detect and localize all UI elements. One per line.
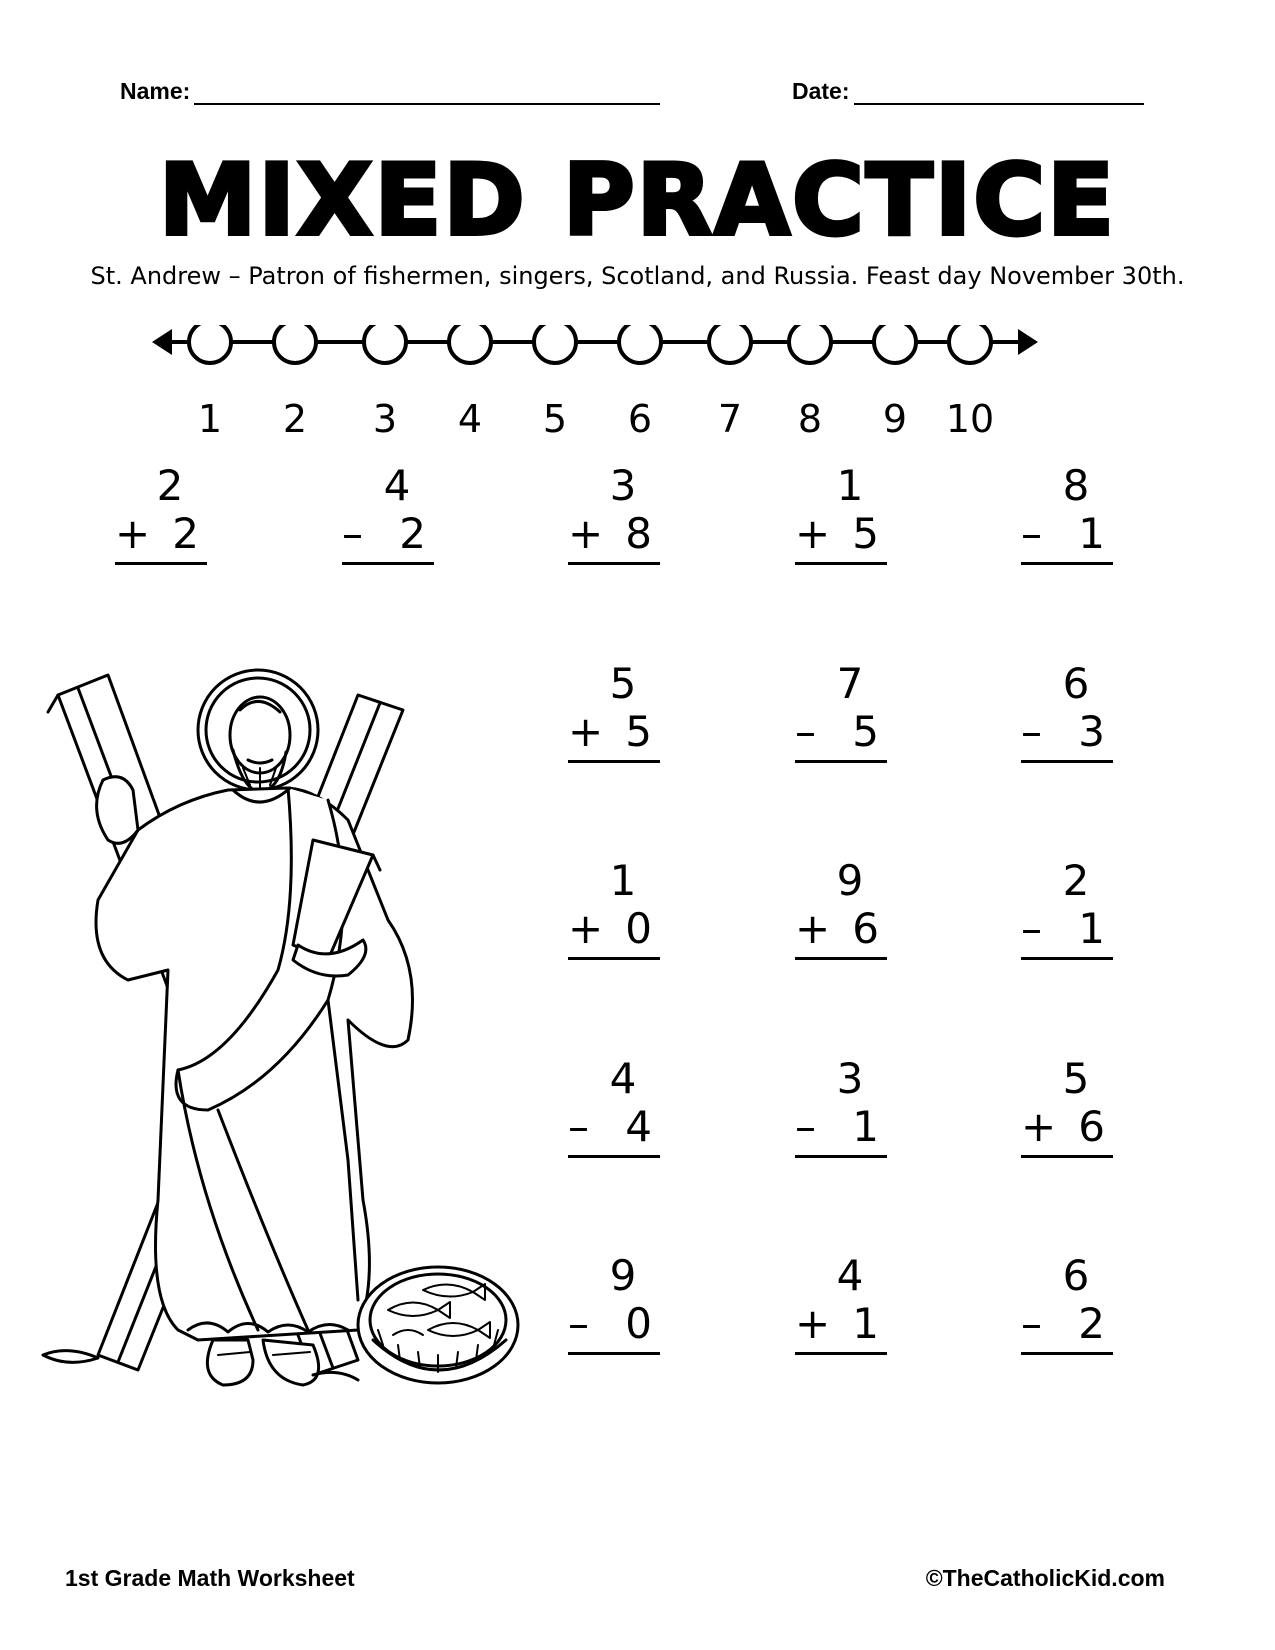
problem-answer-line[interactable] <box>568 708 660 763</box>
footer-grade-label: 1st Grade Math Worksheet <box>65 1565 355 1591</box>
name-line[interactable] <box>194 81 660 105</box>
date-line[interactable] <box>854 81 1144 105</box>
number-line-circle[interactable] <box>709 325 751 363</box>
number-line-circle[interactable] <box>619 325 661 363</box>
problem-answer-line[interactable] <box>568 1103 660 1158</box>
problem-top-number: 3 <box>609 461 637 510</box>
number-line-circle[interactable] <box>534 325 576 363</box>
problem-bottom-number: 1 <box>852 1102 879 1151</box>
problem-answer-line[interactable] <box>1021 1103 1113 1158</box>
problem-answer-line[interactable] <box>568 905 660 960</box>
number-line-circle[interactable] <box>949 325 991 363</box>
problem-operator: – <box>795 707 816 756</box>
subtitle: St. Andrew – Patron of fishermen, singers, Scotland, and Russia. Feast day November 30th. <box>90 262 1185 290</box>
number-line-graphic <box>150 325 1100 385</box>
problem-answer-line[interactable] <box>1021 708 1113 763</box>
problem-operator: – <box>1021 509 1042 558</box>
problem-top-number: 1 <box>609 856 637 905</box>
problem-top-number: 2 <box>1062 856 1090 905</box>
problem-answer-line[interactable] <box>568 510 660 565</box>
problem-operator: + <box>115 509 151 558</box>
math-problem[interactable] <box>568 462 660 565</box>
problem-bottom-number: 3 <box>1078 707 1105 756</box>
problem-answer-line[interactable] <box>342 510 434 565</box>
problem-operator: + <box>795 1299 831 1348</box>
problem-answer-line[interactable] <box>1021 905 1113 960</box>
problem-operator: + <box>1021 1102 1057 1151</box>
problem-top-number: 8 <box>1062 461 1090 510</box>
number-line-label: 6 <box>627 397 653 441</box>
problem-bottom-number: 2 <box>1078 1299 1105 1348</box>
math-problem[interactable] <box>795 462 887 565</box>
problem-operator: + <box>795 509 831 558</box>
problem-top-number: 4 <box>836 1251 864 1300</box>
problem-operator: – <box>568 1102 589 1151</box>
problem-answer-line[interactable] <box>1021 510 1113 565</box>
problem-top-number: 6 <box>1062 1251 1090 1300</box>
problem-operator: – <box>568 1299 589 1348</box>
problem-answer-line[interactable] <box>568 1300 660 1355</box>
math-problem[interactable] <box>1021 462 1113 565</box>
date-label: Date: <box>792 78 850 104</box>
problem-operator: – <box>1021 1299 1042 1348</box>
problem-top-number: 6 <box>1062 659 1090 708</box>
math-problem[interactable] <box>568 1252 660 1355</box>
problem-operator: + <box>795 904 831 953</box>
problem-top-number: 5 <box>1062 1054 1090 1103</box>
problem-top-number: 4 <box>609 1054 637 1103</box>
math-problem[interactable] <box>795 1055 887 1158</box>
number-line-circle[interactable] <box>449 325 491 363</box>
problem-bottom-number: 6 <box>852 904 879 953</box>
problem-operator: + <box>568 904 604 953</box>
number-line-label: 4 <box>457 397 483 441</box>
number-line-circle[interactable] <box>189 325 231 363</box>
problem-bottom-number: 8 <box>625 509 652 558</box>
number-line-label: 1 <box>197 397 223 441</box>
problem-bottom-number: 1 <box>1078 509 1105 558</box>
problem-operator: – <box>342 509 363 558</box>
problem-answer-line[interactable] <box>1021 1300 1113 1355</box>
number-line-label: 9 <box>882 397 908 441</box>
number-line-label: 8 <box>797 397 823 441</box>
number-line-circle[interactable] <box>874 325 916 363</box>
math-problem[interactable] <box>795 660 887 763</box>
problem-operator: – <box>1021 904 1042 953</box>
number-line-label: 3 <box>372 397 398 441</box>
name-label: Name: <box>120 78 191 104</box>
math-problem[interactable] <box>1021 660 1113 763</box>
math-problem[interactable] <box>568 1055 660 1158</box>
page-title: MIXED PRACTICE <box>158 144 1117 258</box>
problem-answer-line[interactable] <box>115 510 207 565</box>
number-line-label: 2 <box>282 397 308 441</box>
problem-top-number: 1 <box>836 461 864 510</box>
name-field[interactable] <box>120 78 660 105</box>
problem-top-number: 2 <box>156 461 184 510</box>
saint-andrew-illustration <box>28 640 528 1405</box>
problem-operator: – <box>795 1102 816 1151</box>
problem-answer-line[interactable] <box>795 1103 887 1158</box>
number-line-circle[interactable] <box>789 325 831 363</box>
date-field[interactable] <box>792 78 1144 105</box>
problem-bottom-number: 1 <box>852 1299 879 1348</box>
problem-top-number: 4 <box>383 461 411 510</box>
problem-top-number: 7 <box>836 659 864 708</box>
math-problem[interactable] <box>795 857 887 960</box>
number-line-label: 5 <box>542 397 568 441</box>
problem-bottom-number: 0 <box>625 1299 652 1348</box>
math-problem[interactable] <box>795 1252 887 1355</box>
number-line-label: 7 <box>717 397 743 441</box>
number-line-circle[interactable] <box>364 325 406 363</box>
problem-bottom-number: 6 <box>1078 1102 1105 1151</box>
problem-bottom-number: 0 <box>625 904 652 953</box>
problem-bottom-number: 4 <box>625 1102 652 1151</box>
problem-bottom-number: 5 <box>852 707 879 756</box>
math-problem[interactable] <box>568 660 660 763</box>
problem-answer-line[interactable] <box>795 905 887 960</box>
problem-top-number: 5 <box>609 659 637 708</box>
problem-operator: + <box>568 509 604 558</box>
problem-top-number: 9 <box>836 856 864 905</box>
math-problem[interactable] <box>342 462 434 565</box>
number-line <box>150 325 1100 445</box>
problem-operator: + <box>568 707 604 756</box>
problem-top-number: 3 <box>836 1054 864 1103</box>
math-problem[interactable] <box>1021 857 1113 960</box>
problem-answer-line[interactable] <box>795 1300 887 1355</box>
number-line-label: 10 <box>945 397 995 441</box>
problem-bottom-number: 2 <box>172 509 199 558</box>
problem-bottom-number: 5 <box>625 707 652 756</box>
problem-bottom-number: 1 <box>1078 904 1105 953</box>
problem-operator: – <box>1021 707 1042 756</box>
number-line-circle[interactable] <box>274 325 316 363</box>
math-problem[interactable] <box>115 462 207 565</box>
footer-copyright: ©TheCatholicKid.com <box>925 1565 1165 1591</box>
problem-bottom-number: 2 <box>399 509 426 558</box>
problem-answer-line[interactable] <box>795 708 887 763</box>
math-problem[interactable] <box>568 857 660 960</box>
problem-bottom-number: 5 <box>852 509 879 558</box>
math-problem[interactable] <box>1021 1055 1113 1158</box>
math-problem[interactable] <box>1021 1252 1113 1355</box>
problem-top-number: 9 <box>609 1251 637 1300</box>
problem-answer-line[interactable] <box>795 510 887 565</box>
